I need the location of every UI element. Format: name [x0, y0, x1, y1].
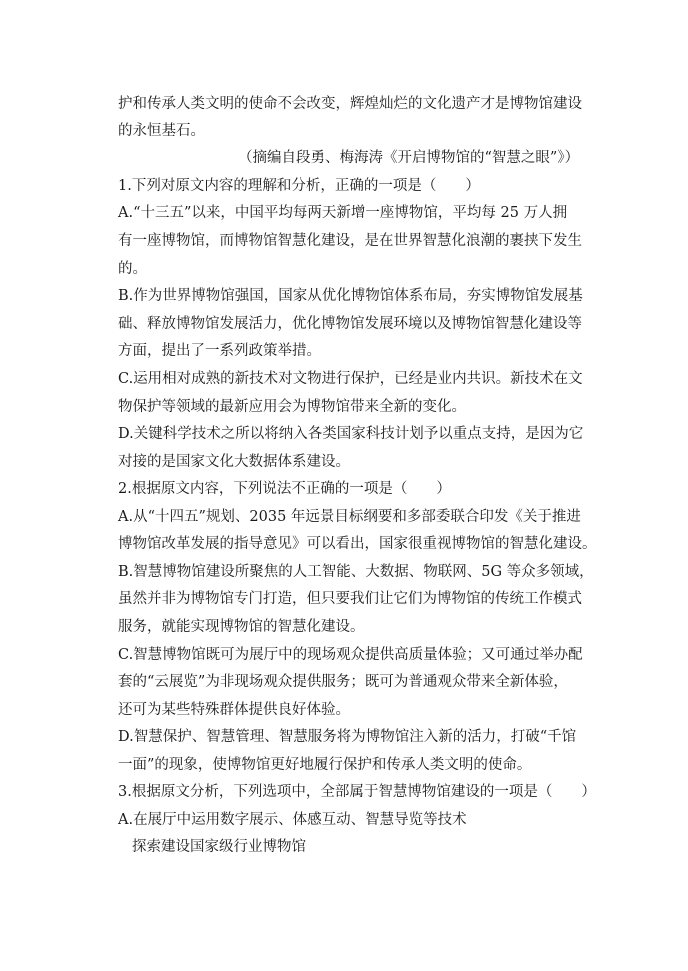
option-line: D.智慧保护、智慧管理、智慧服务将为博物馆注入新的活力，打破“千馆: [118, 729, 577, 745]
option-line: 的。: [118, 261, 147, 277]
option-line: 虽然并非为博物馆专门打造，但只要我们让它们为博物馆的传统工作模式: [118, 591, 582, 607]
source-citation: （摘编自段勇、梅海涛《开启博物馆的“智慧之眼”》）: [238, 150, 580, 166]
option-line: B.作为世界博物馆强国，国家从优化博物馆体系布局，夯实博物馆发展基: [118, 288, 583, 304]
option-line: A.“十三五”以来，中国平均每两天新增一座博物馆，平均每 25 万人拥: [118, 205, 568, 221]
option-line: C.运用相对成熟的新技术对文物进行保护，已经是业内共识。新技术在文: [118, 371, 583, 387]
option-line: B.智慧博物馆建设所聚焦的人工智能、大数据、物联网、5G 等众多领域，: [118, 564, 594, 580]
question-2-stem: 2.根据原文内容，下列说法不正确的一项是（ ）: [118, 481, 451, 497]
option-line: D.关键科学技术之所以将纳入各类国家科技计划予以重点支持，是因为它: [118, 426, 584, 442]
option-line: 有一座博物馆，而博物馆智慧化建设，是在世界智慧化浪潮的裹挟下发生: [118, 233, 582, 249]
option-line: 套的“云展览”为非现场观众提供服务；既可为普通观众带来全新体验，: [118, 674, 568, 690]
option-line: 一面”的现象，使博物馆更好地履行保护和传承人类文明的使命。: [118, 757, 532, 773]
option-line: 础、释放博物馆发展活力，优化博物馆发展环境以及博物馆智慧化建设等: [118, 316, 582, 332]
option-line: 对接的是国家文化大数据体系建设。: [118, 454, 350, 470]
option-line: 探索建设国家级行业博物馆: [132, 839, 306, 855]
question-1-stem: 1.下列对原文内容的理解和分析，正确的一项是（ ）: [118, 178, 480, 194]
option-line: A.从“十四五”规划、2035 年远景目标纲要和多部委联合印发《关于推进: [118, 509, 581, 525]
question-3-stem: 3.根据原文分析，下列选项中，全部属于智慧博物馆建设的一项是（ ）: [118, 784, 596, 800]
option-line: A.在展厅中运用数字展示、体感互动、智慧导览等技术: [118, 812, 467, 828]
option-line: 还可为某些特殊群体提供良好体验。: [118, 702, 350, 718]
option-line: 服务，就能实现博物馆的智慧化建设。: [118, 619, 365, 635]
option-line: 物保护等领域的最新应用会为博物馆带来全新的变化。: [118, 399, 466, 415]
option-line: C.智慧博物馆既可为展厅中的现场观众提供高质量体验；又可通过举办配: [118, 647, 583, 663]
paragraph-line: 的永恒基石。: [118, 123, 205, 139]
option-line: 博物馆改革发展的指导意见》可以看出，国家很重视博物馆的智慧化建设。: [118, 536, 597, 552]
paragraph-line: 护和传承人类文明的使命不会改变，辉煌灿烂的文化遗产才是博物馆建设: [118, 96, 582, 112]
option-line: 方面，提出了一系列政策举措。: [118, 343, 321, 359]
